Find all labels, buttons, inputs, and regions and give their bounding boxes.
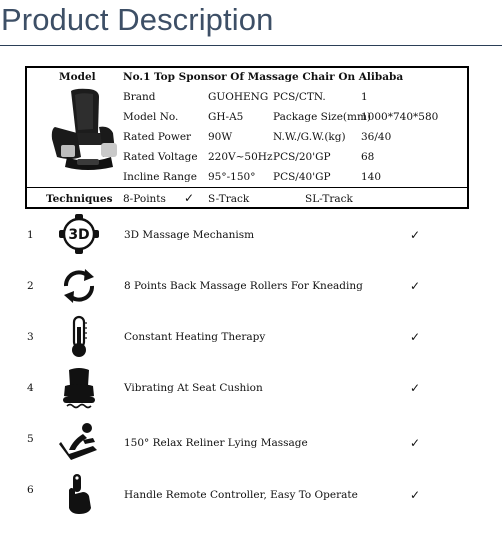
feature-number: 4 <box>27 382 34 394</box>
page-title: Product Description <box>1 2 274 37</box>
feature-check: ✓ <box>410 381 421 395</box>
feature-text: Constant Heating Therapy <box>124 331 266 343</box>
spec-value-package-size: 1000*740*580 <box>361 111 439 123</box>
feature-number: 3 <box>27 331 34 343</box>
feature-text: 3D Massage Mechanism <box>124 229 255 241</box>
spec-key-rated-voltage: Rated Voltage <box>123 151 198 163</box>
page-header <box>0 0 502 46</box>
3d-icon <box>57 212 101 256</box>
feature-check: ✓ <box>410 488 421 502</box>
feature-text: Vibrating At Seat Cushion <box>124 382 263 394</box>
recliner-icon <box>57 420 101 464</box>
massage-chair-image <box>41 87 133 173</box>
technique-8-points: 8-Points <box>123 193 166 205</box>
spec-value-weight: 36/40 <box>361 131 392 143</box>
spec-value-pcs-ctn: 1 <box>361 91 368 103</box>
feature-check: ✓ <box>410 228 421 242</box>
feature-text: Handle Remote Controller, Easy To Operate <box>124 489 358 501</box>
thermometer-icon <box>57 315 101 359</box>
spec-value-rated-power: 90W <box>208 131 233 143</box>
hand-remote-icon <box>57 472 101 516</box>
feature-text: 150° Relax Reliner Lying Massage <box>124 437 308 449</box>
spec-divider <box>27 187 467 188</box>
feature-number: 2 <box>27 280 34 292</box>
techniques-label: Techniques <box>46 193 113 205</box>
spec-value-pcs-20gp: 68 <box>361 151 375 163</box>
spec-value-brand: GUOHENG <box>208 91 269 103</box>
spec-key-weight: N.W./G.W.(kg) <box>273 131 346 143</box>
spec-value-incline-range: 95°-150° <box>208 171 256 183</box>
svg-text:3D: 3D <box>68 227 90 243</box>
feature-text: 8 Points Back Massage Rollers For Kneading <box>124 280 363 292</box>
spec-table <box>25 66 469 209</box>
spec-key-package-size: Package Size(mm) <box>273 111 372 123</box>
spec-key-brand: Brand <box>123 91 156 103</box>
seat-cushion-icon <box>57 366 101 410</box>
model-label: Model <box>59 71 96 83</box>
feature-check: ✓ <box>410 330 421 344</box>
spec-key-model-no: Model No. <box>123 111 179 123</box>
spec-key-pcs-40gp: PCS/40'GP <box>273 171 331 183</box>
feature-number: 1 <box>27 229 34 241</box>
rotate-arrows-icon <box>57 264 101 308</box>
spec-value-rated-voltage: 220V~50Hz <box>208 151 273 163</box>
spec-key-incline-range: Incline Range <box>123 171 197 183</box>
technique-8-points-check: ✓ <box>184 191 195 205</box>
feature-number: 6 <box>27 484 34 496</box>
technique-sl-track: SL-Track <box>305 193 353 205</box>
spec-key-rated-power: Rated Power <box>123 131 192 143</box>
spec-headline: No.1 Top Sponsor Of Massage Chair On Alibaba <box>123 71 404 83</box>
spec-value-model-no: GH-A5 <box>208 111 244 123</box>
spec-key-pcs-20gp: PCS/20'GP <box>273 151 331 163</box>
technique-s-track: S-Track <box>208 193 250 205</box>
feature-check: ✓ <box>410 279 421 293</box>
feature-number: 5 <box>27 433 34 445</box>
spec-key-pcs-ctn: PCS/CTN. <box>273 91 326 103</box>
spec-value-pcs-40gp: 140 <box>361 171 382 183</box>
feature-check: ✓ <box>410 436 421 450</box>
